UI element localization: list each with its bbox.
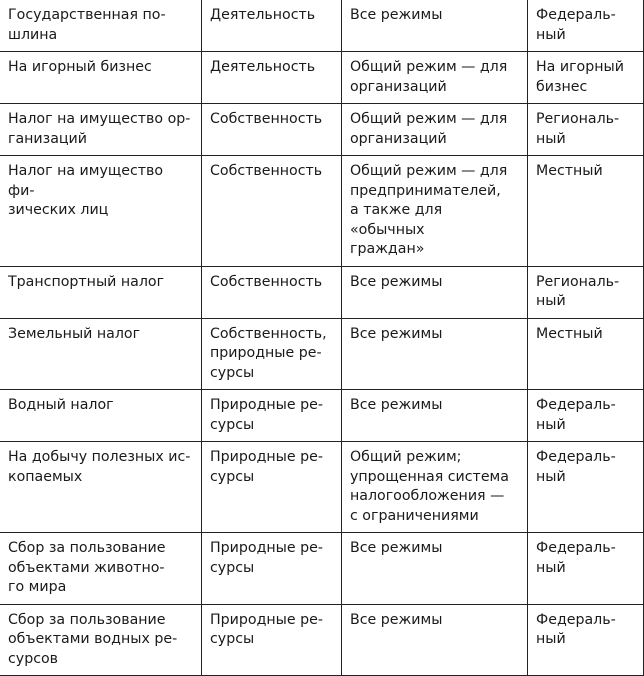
tax-base-cell: Собственность: [202, 104, 342, 156]
table-row: [0, 318, 644, 390]
tax-regime-cell: Все режимы: [342, 533, 528, 605]
tax-level-cell: Региональ- ный: [528, 266, 644, 318]
tax-regime-cell: Все режимы: [342, 604, 528, 676]
table-row: [0, 0, 644, 52]
table-row: [0, 266, 644, 318]
table-row: [0, 104, 644, 156]
tax-regime-cell: Все режимы: [342, 0, 528, 52]
tax-regime-cell: Общий режим — для организаций: [342, 104, 528, 156]
tax-level-cell: Федераль- ный: [528, 0, 644, 52]
tax-base-cell: Природные ре- сурсы: [202, 442, 342, 533]
table-row: [0, 52, 644, 104]
tax-name-cell: Налог на имущество ор- ганизаций: [0, 104, 202, 156]
tax-name-cell: На игорный бизнес: [0, 52, 202, 104]
tax-regime-cell: Все режимы: [342, 390, 528, 442]
tax-level-cell: Федераль- ный: [528, 604, 644, 676]
table-row: [0, 442, 644, 533]
tax-name-cell: Земельный налог: [0, 318, 202, 390]
tax-base-cell: Деятельность: [202, 0, 342, 52]
tax-base-cell: Природные ре- сурсы: [202, 390, 342, 442]
table-row: [0, 604, 644, 676]
tax-level-cell: На игорный бизнес: [528, 52, 644, 104]
tax-name-cell: На добычу полезных ис- копаемых: [0, 442, 202, 533]
tax-name-cell: Государственная по- шлина: [0, 0, 202, 52]
tax-regime-cell: Все режимы: [342, 266, 528, 318]
tax-level-cell: Федераль- ный: [528, 390, 644, 442]
tax-name-cell: Водный налог: [0, 390, 202, 442]
table-row: [0, 390, 644, 442]
tax-regime-cell: Общий режим — для предпринимателей, а также для «обычных граждан»: [342, 156, 528, 267]
tax-base-cell: Природные ре- сурсы: [202, 533, 342, 605]
tax-level-cell: Федераль- ный: [528, 533, 644, 605]
tax-regime-cell: Общий режим; упрощенная система налогообложения — с ограничениями: [342, 442, 528, 533]
tax-name-cell: Сбор за пользование объектами водных ре- сурсов: [0, 604, 202, 676]
tax-regime-cell: Общий режим — для организаций: [342, 52, 528, 104]
table-row: [0, 533, 644, 605]
tax-level-cell: Федераль- ный: [528, 442, 644, 533]
table-row: [0, 156, 644, 267]
tax-base-cell: Собственность: [202, 266, 342, 318]
tax-level-cell: Местный: [528, 318, 644, 390]
tax-name-cell: Налог на имущество фи- зических лиц: [0, 156, 202, 267]
tax-base-cell: Собственность, природные ре- сурсы: [202, 318, 342, 390]
tax-base-cell: Собственность: [202, 156, 342, 267]
tax-level-cell: Местный: [528, 156, 644, 267]
tax-base-cell: Природные ре- сурсы: [202, 604, 342, 676]
tax-name-cell: Сбор за пользование объектами животно- го мира: [0, 533, 202, 605]
tax-level-cell: Региональ- ный: [528, 104, 644, 156]
tax-base-cell: Деятельность: [202, 52, 342, 104]
tax-regime-cell: Все режимы: [342, 318, 528, 390]
tax-name-cell: Транспортный налог: [0, 266, 202, 318]
